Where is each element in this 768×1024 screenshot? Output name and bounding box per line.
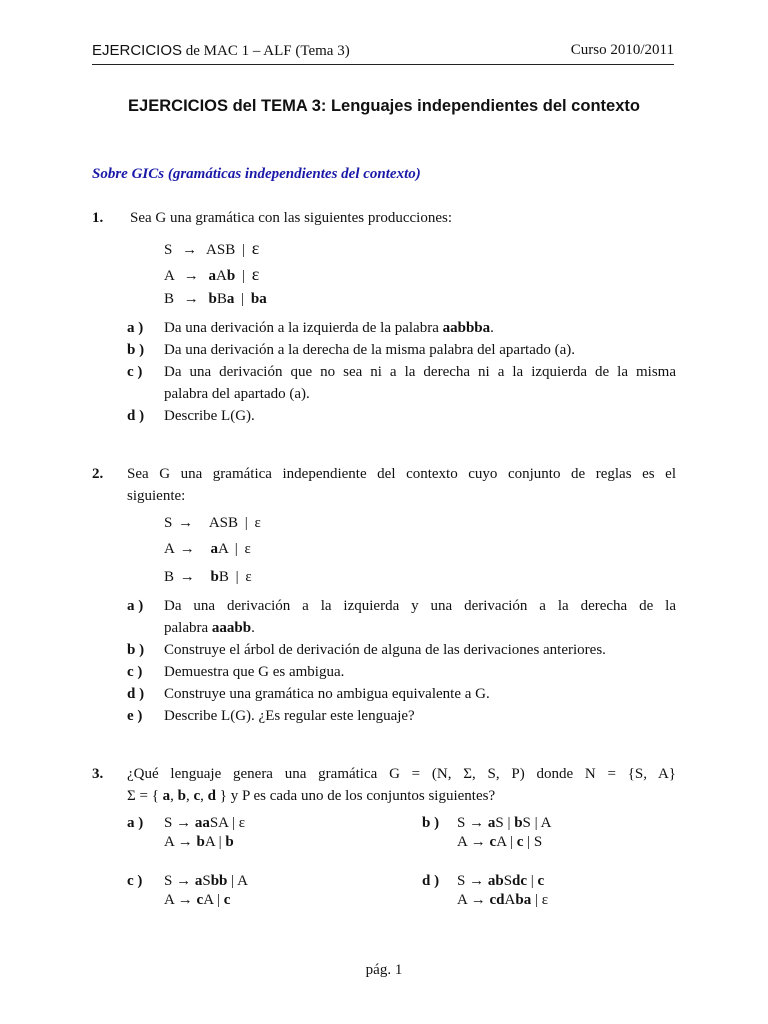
rule-head: A → [457, 834, 486, 850]
ex2-item-d-label: d ) [127, 686, 145, 702]
prod-terminal: a [210, 541, 219, 557]
rule-sep: | [530, 873, 534, 889]
ex1-item-b-text: Da una derivación a la derecha de la misma palabra del apartado (a). [164, 342, 576, 358]
rule-terminal: c [489, 834, 497, 850]
rule-sep: | [218, 834, 222, 850]
ex2-item-b-text: Construye el árbol de derivación de alguna de las derivaciones anteriores. [164, 642, 606, 658]
ex1-item-c-line2: palabra del apartado (a). [164, 386, 310, 402]
rule-sep: | [527, 834, 531, 850]
rule-head: S → [457, 815, 485, 831]
ex2-item-a-line1: Da una derivación a la izquierda y una derivación a la derecha de la [164, 598, 676, 614]
intro-text: } y P es cada uno de los conjuntos siguientes? [216, 788, 496, 804]
ex2-item-b-label: b ) [127, 642, 145, 658]
prod-rhs-epsilon: ε [254, 515, 261, 531]
prod-lhs: A [164, 541, 175, 557]
rule-terminal: c [537, 873, 545, 889]
rule-sep: | [534, 892, 538, 908]
ex1-production-a [164, 264, 259, 285]
ex3-item-c-rule1 [164, 873, 248, 890]
arrow-icon: → [178, 515, 194, 531]
page-header [92, 40, 674, 65]
rule-sep: | [509, 834, 513, 850]
page-title: EJERCICIOS del TEMA 3: Lenguajes independientes del contexto [128, 97, 640, 115]
rule-sep: | [231, 815, 235, 831]
ex1-item-a-text [164, 320, 494, 337]
ex3-item-d-rule1 [457, 873, 544, 890]
header-course-prefix: EJERCICIOS [92, 42, 183, 59]
header-course-rest: de MAC 1 – ALF (Tema 3) [182, 43, 350, 59]
ex3-item-b-rule2 [457, 834, 542, 851]
ex3-item-d-rule2 [457, 892, 548, 909]
prod-lhs: B [164, 291, 175, 307]
rule-nonterminal: A [504, 892, 516, 908]
prod-sep: | [234, 541, 238, 557]
prod-sep: | [244, 515, 248, 531]
ex3-item-a-rule1 [164, 815, 245, 832]
exercise-3-intro-line2: Σ = { a, b, c, d } y P es cada uno de los conjuntos siguientes? [127, 788, 496, 804]
prod-sep: | [235, 569, 239, 585]
ex2-item-e-text: Describe L(G). ¿Es regular este lenguaje? [164, 708, 415, 724]
ex3-item-b-label: b ) [422, 815, 440, 831]
item-text: palabra [164, 620, 212, 636]
ex2-item-e-label: e ) [127, 708, 143, 724]
arrow-icon: → [182, 242, 198, 258]
rule-terminal: cd [489, 892, 505, 908]
rule-head: S → [457, 873, 485, 889]
header-year: Curso 2010/2011 [570, 42, 674, 58]
ex1-item-a-label: a ) [127, 320, 144, 336]
prod-nonterminal: A [218, 541, 229, 557]
arrow-icon: → [183, 268, 199, 284]
ex3-item-c-rule2 [164, 892, 230, 909]
item-word: aaabb [211, 620, 252, 636]
prod-terminal: ba [250, 291, 267, 307]
rule-sep: | [507, 815, 511, 831]
prod-lhs: S [164, 242, 173, 258]
ex3-item-d-label: d ) [422, 873, 440, 889]
rule-terminal: b [514, 815, 523, 831]
prod-rhs-epsilon: ε [251, 238, 260, 258]
exercise-3-intro-line1: ¿Qué lenguaje genera una gramática G = (N, Σ, S, P) donde N = {S, A} [127, 766, 676, 782]
ex2-production-a [164, 541, 251, 558]
exercise-1-intro: Sea G una gramática con las siguientes producciones: [130, 210, 452, 226]
prod-sep: | [241, 291, 245, 307]
ex1-production-b [164, 291, 267, 308]
exercise-3-number: 3. [92, 766, 104, 782]
rule-terminal: a [487, 815, 496, 831]
intro-symbol: d [207, 788, 216, 804]
prod-rhs-epsilon: ε [244, 541, 251, 557]
item-text: Da una derivación a la izquierda de la palabra [164, 320, 443, 336]
ex1-item-c-line1: Da una derivación que no sea ni a la derecha ni a la izquierda de la misma [164, 364, 676, 380]
ex1-item-d-text: Describe L(G). [164, 408, 255, 424]
page-number: pág. 1 [365, 962, 403, 978]
prod-terminal: b [226, 268, 236, 284]
rule-tail: ε [541, 892, 549, 908]
prod-terminal: a [208, 268, 217, 284]
rule-nonterminal: A [204, 834, 215, 850]
rule-nonterminal: S [202, 873, 211, 889]
rule-tail: S [533, 834, 543, 850]
rule-terminal: aa [194, 815, 210, 831]
ex3-item-b-rule1 [457, 815, 551, 832]
prod-sep: | [241, 242, 245, 258]
rule-terminal: b [225, 834, 234, 850]
item-text: . [251, 620, 255, 636]
rule-nonterminal: S [503, 873, 513, 889]
rule-terminal: ba [515, 892, 532, 908]
prod-rhs: ASB [208, 515, 239, 531]
exercise-1-number: 1. [92, 210, 104, 226]
item-word: aabbba [442, 320, 491, 336]
rule-terminal: c [516, 834, 524, 850]
intro-symbol: a [162, 788, 171, 804]
arrow-icon: → [179, 569, 195, 585]
rule-terminal: c [196, 892, 204, 908]
rule-terminal: bb [210, 873, 228, 889]
rule-terminal: a [194, 873, 203, 889]
rule-nonterminal: SA [209, 815, 229, 831]
prod-terminal: a [226, 291, 235, 307]
ex3-item-c-label: c ) [127, 873, 143, 889]
ex2-item-a-line2 [164, 620, 255, 637]
exercise-2-intro-line1: Sea G una gramática independiente del contexto cuyo conjunto de reglas es el [127, 466, 676, 482]
prod-nonterminal: A [216, 268, 227, 284]
rule-head: A → [164, 834, 193, 850]
rule-nonterminal: S [495, 815, 504, 831]
prod-rhs-epsilon: ε [251, 264, 260, 284]
rule-nonterminal: A [496, 834, 507, 850]
rule-head: A → [457, 892, 486, 908]
rule-nonterminal: S [522, 815, 531, 831]
rule-tail: ε [238, 815, 246, 831]
ex2-production-b [164, 569, 252, 586]
rule-terminal: b [196, 834, 205, 850]
ex1-item-c-label: c ) [127, 364, 143, 380]
prod-lhs: S [164, 515, 173, 531]
prod-rhs: ASB [206, 242, 236, 258]
prod-lhs: A [164, 268, 175, 284]
rule-sep: | [534, 815, 538, 831]
intro-text: Σ = { [127, 788, 163, 804]
ex1-production-s [164, 238, 259, 259]
rule-head: A → [164, 892, 193, 908]
exercise-2-number: 2. [92, 466, 104, 482]
rule-terminal: ab [487, 873, 504, 889]
ex2-item-c-text: Demuestra que G es ambigua. [164, 664, 345, 680]
ex2-item-d-text: Construye una gramática no ambigua equivalente a G. [164, 686, 490, 702]
arrow-icon: → [183, 291, 199, 307]
ex1-item-d-label: d ) [127, 408, 145, 424]
exercise-2-intro-line2: siguiente: [127, 488, 186, 504]
rule-sep: | [231, 873, 235, 889]
intro-symbol: c [193, 788, 201, 804]
prod-nonterminal: B [216, 291, 227, 307]
prod-rhs-epsilon: ε [245, 569, 252, 585]
prod-lhs: B [164, 569, 175, 585]
prod-terminal: b [210, 569, 219, 585]
rule-tail: A [540, 815, 552, 831]
ex3-item-a-rule2 [164, 834, 234, 851]
rule-head: S → [164, 815, 192, 831]
ex3-item-a-label: a ) [127, 815, 144, 831]
rule-terminal: c [223, 892, 231, 908]
section-heading: Sobre GICs (gramáticas independientes del contexto) [92, 166, 421, 182]
header-course [92, 42, 350, 60]
ex2-production-s [164, 515, 261, 532]
ex2-item-a-label: a ) [127, 598, 144, 614]
ex1-item-b-label: b ) [127, 342, 145, 358]
rule-nonterminal: A [203, 892, 214, 908]
rule-terminal: dc [512, 873, 528, 889]
rule-sep: | [216, 892, 220, 908]
prod-nonterminal: B [218, 569, 229, 585]
item-text: . [490, 320, 494, 336]
arrow-icon: → [179, 541, 195, 557]
prod-sep: | [241, 268, 245, 284]
intro-symbol: b [177, 788, 186, 804]
rule-tail: A [237, 873, 248, 889]
prod-terminal: b [208, 291, 217, 307]
ex2-item-c-label: c ) [127, 664, 143, 680]
rule-head: S → [164, 873, 192, 889]
